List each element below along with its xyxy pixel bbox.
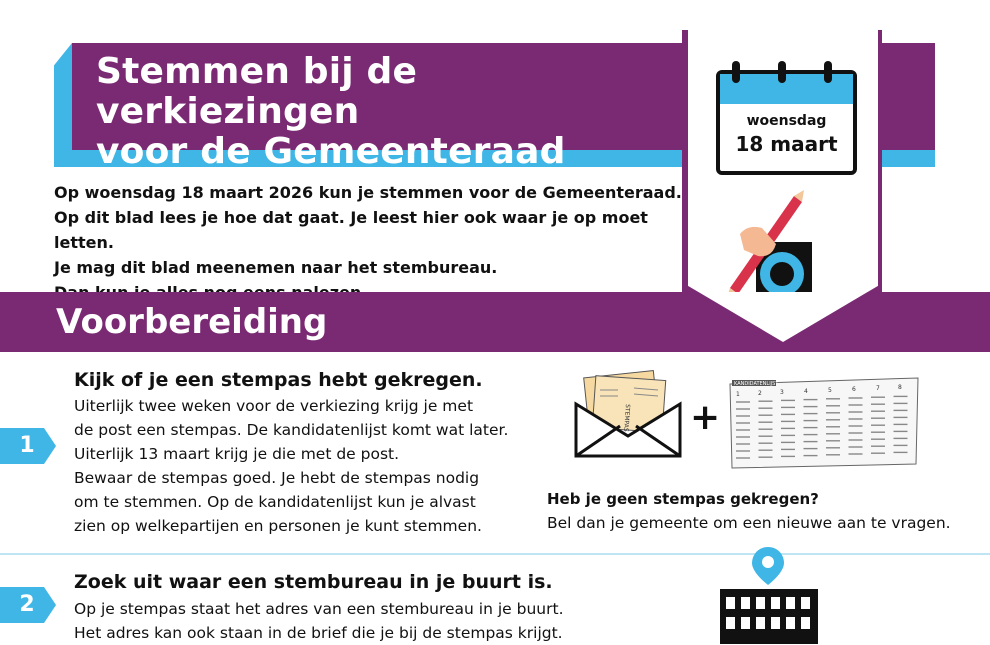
step-number-1: 1 xyxy=(0,428,44,464)
window-icon xyxy=(801,597,810,609)
svg-text:3: 3 xyxy=(780,389,784,396)
page-title-line1: Stemmen bij de verkiezingen xyxy=(96,51,418,132)
kandidatenlijst-label: KANDIDATENLIJST xyxy=(734,381,779,387)
page-title-line2: voor de Gemeenteraad xyxy=(96,131,566,172)
hand-pencil-icon xyxy=(718,190,818,308)
stembureau-building-icon xyxy=(720,545,820,644)
window-icon xyxy=(726,617,735,629)
intro-line: Op dit blad lees je hoe dat gaat. Je leest hier ook waar je op moet letten. xyxy=(54,208,648,252)
window-icon xyxy=(771,617,780,629)
window-icon xyxy=(786,597,795,609)
step-1-title: Kijk of je een stempas hebt gekregen. xyxy=(74,369,483,391)
intro-line: Je mag dit blad meenemen naar het stembureau. xyxy=(54,258,498,277)
section-title: Voorbereiding xyxy=(56,302,328,342)
kandidatenlijst-icon xyxy=(726,374,922,472)
step-1-body xyxy=(74,394,544,538)
step-2-line: Het adres kan ook staan in de brief die je bij de stempas krijgt. xyxy=(74,624,563,642)
window-icon xyxy=(771,597,780,609)
window-icon xyxy=(756,597,765,609)
svg-text:8: 8 xyxy=(898,384,902,391)
step-2-body xyxy=(74,597,634,645)
intro-line: Op woensdag 18 maart 2026 kun je stemmen voor de Gemeenteraad. xyxy=(54,183,682,202)
stempas-label: STEMPAS xyxy=(622,403,631,432)
calendar-ring-icon xyxy=(732,61,740,83)
calendar-ring-icon xyxy=(778,61,786,83)
plus-icon: + xyxy=(690,397,721,438)
step-divider xyxy=(0,553,990,555)
window-icon xyxy=(726,597,735,609)
intro-text xyxy=(54,180,694,305)
step-1-line: om te stemmen. Op de kandidatenlijst kun je alvast xyxy=(74,493,476,511)
step-1-line: Uiterlijk 13 maart krijg je die met de post. xyxy=(74,445,400,463)
calendar-ring-icon xyxy=(824,61,832,83)
envelope-stempas-icon xyxy=(572,368,684,458)
window-icon xyxy=(786,617,795,629)
window-icon xyxy=(801,617,810,629)
step-1-line: Uiterlijk twee weken voor de verkiezing krijg je met xyxy=(74,397,474,415)
title-accent-left xyxy=(54,43,72,167)
step-1-line: de post een stempas. De kandidatenlijst komt wat later. xyxy=(74,421,509,439)
step-2-line: Op je stempas staat het adres van een stembureau in je buurt. xyxy=(74,600,564,618)
window-icon xyxy=(741,617,750,629)
ribbon-tip xyxy=(682,292,882,352)
step-2-title: Zoek uit waar een stembureau in je buurt is. xyxy=(74,571,553,593)
step-number-2: 2 xyxy=(0,587,44,623)
window-icon xyxy=(741,597,750,609)
svg-text:6: 6 xyxy=(852,386,856,393)
calendar-date: 18 maart xyxy=(735,132,838,156)
calendar-day: woensdag xyxy=(746,113,827,129)
page-title xyxy=(96,52,686,172)
svg-text:1: 1 xyxy=(736,391,740,398)
aside-answer: Bel dan je gemeente om een nieuwe aan te vragen. xyxy=(547,514,951,532)
step-1-line: Bewaar de stempas goed. Je hebt de stempas nodig xyxy=(74,469,480,487)
window-icon xyxy=(756,617,765,629)
svg-text:4: 4 xyxy=(804,388,808,395)
svg-text:7: 7 xyxy=(876,385,880,392)
step-1-line: zien op welkepartijen en personen je kunt stemmen. xyxy=(74,517,482,535)
svg-text:2: 2 xyxy=(758,390,762,397)
svg-text:5: 5 xyxy=(828,387,832,394)
aside-question: Heb je geen stempas gekregen? xyxy=(547,490,819,508)
